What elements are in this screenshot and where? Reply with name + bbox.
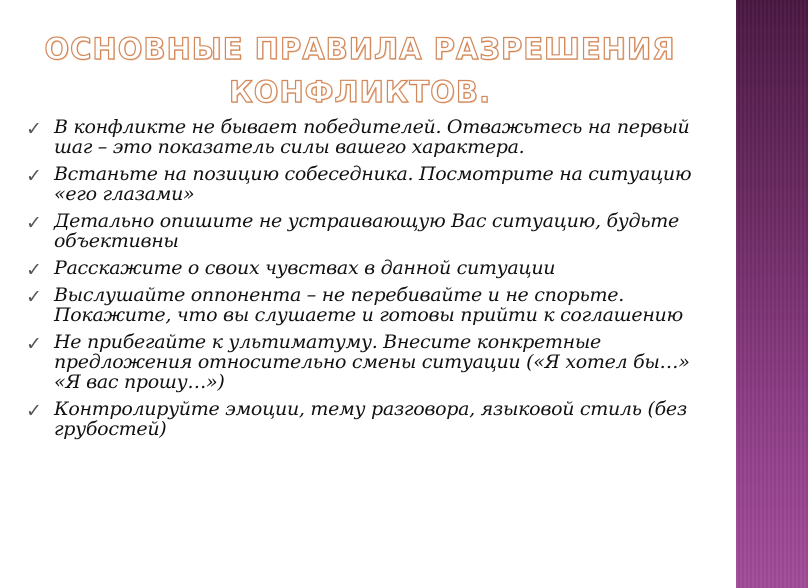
list-item [26,165,716,205]
list-item [26,259,716,279]
bullet-text: Встаньте на позицию собеседника. Посмотрите на ситуацию «его глазами» [54,163,692,205]
check-icon: ✓ [26,165,42,187]
check-icon: ✓ [26,286,42,308]
bullet-text: Не прибегайте к ультиматуму. Внесите конкретные предложения относительно смены ситуации («Я хотел бы…» «Я вас прошу…») [54,331,690,393]
bullet-text: Детально опишите не устраивающую Вас ситуацию, будьте объективны [54,210,679,252]
check-icon: ✓ [26,259,42,281]
list-item [26,212,716,252]
list-item [26,118,716,158]
slide-title: ОСНОВНЫЕ ПРАВИЛА РАЗРЕШЕНИЯ КОНФЛИКТОВ. [44,32,676,109]
bullet-text: Выслушайте оппонента – не перебивайте и не спорьте. Покажите, что вы слушаете и готовы прийти к соглашению [54,284,683,326]
bullet-text: В конфликте не бывает победителей. Отважьтесь на первый шаг – это показатель силы вашего характера. [54,116,690,158]
list-item [26,286,716,326]
bullet-text: Расскажите о своих чувствах в данной ситуации [54,257,556,279]
check-icon: ✓ [26,118,42,140]
check-icon: ✓ [26,333,42,355]
list-item [26,333,716,393]
side-band-decoration [736,0,808,588]
check-icon: ✓ [26,400,42,422]
bullet-list [26,118,716,447]
bullet-text: Контролируйте эмоции, тему разговора, языковой стиль (без грубостей) [54,398,687,440]
list-item [26,400,716,440]
check-icon: ✓ [26,212,42,234]
